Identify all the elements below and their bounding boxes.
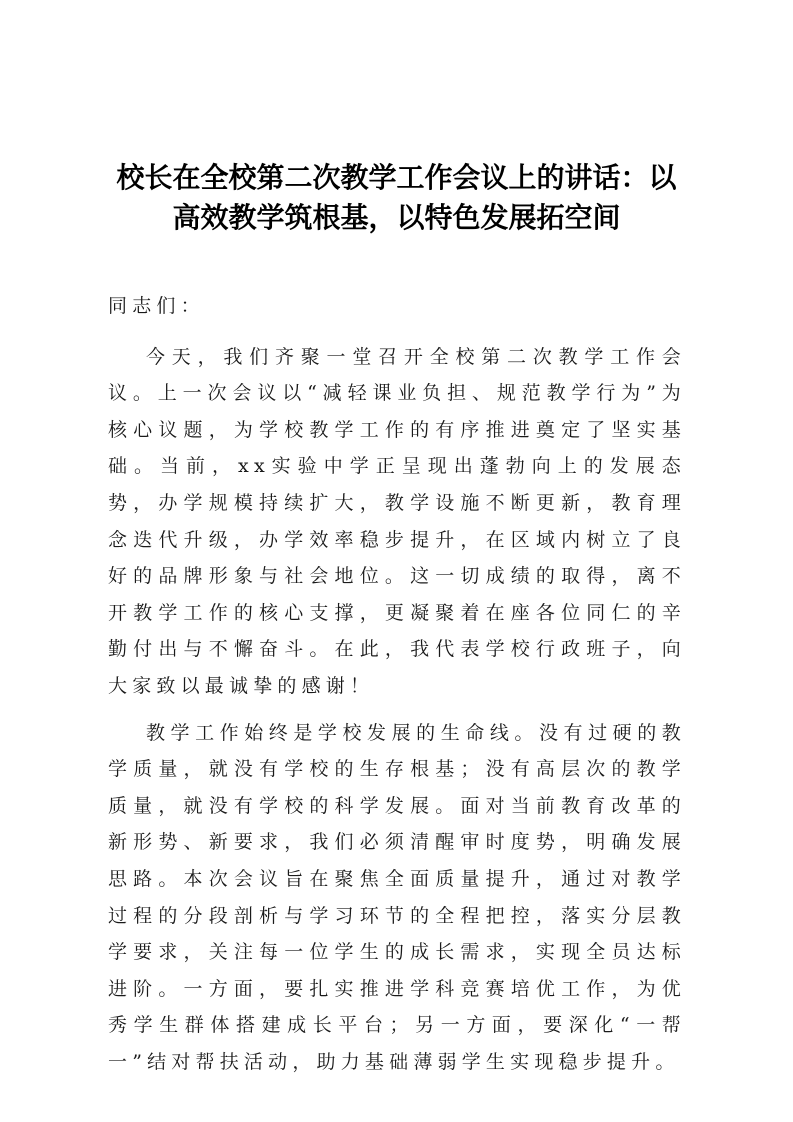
paragraph-1: 今天，我们齐聚一堂召开全校第二次教学工作会议。上一次会议以“减轻课业负担、规范教学行为”为核心议题，为学校教学工作的有序推进奠定了坚实基础。当前，xx实验中学正呈现出蓬勃向上的发展态势，办学规模持续扩大，教学设施不断更新，教育理念迭代升级，办学效率稳步提升，在区域内树立了良好的品牌形象与社会地位。这一切成绩的取得，离不开教学工作的核心支撑，更凝聚着在座各位同仁的辛勤付出与不懈奋斗。在此，我代表学校行政班子，向大家致以最诚挚的感谢！	[108, 345, 686, 697]
title-line-1: 校长在全校第二次教学工作会议上的讲话：以	[116, 161, 677, 194]
salutation: 同志们：	[108, 295, 205, 317]
paragraph-2: 教学工作始终是学校发展的生命线。没有过硬的教学质量，就没有学校的生存根基；没有高层次的教学质量，就没有学校的科学发展。面对当前教育改革的新形势、新要求，我们必须清醒审时度势，明确发展思路。本次会议旨在聚焦全面质量提升，通过对教学过程的分段剖析与学习环节的全程把控，落实分层教学要求，关注每一位学生的成长需求，实现全员达标进阶。一方面，要扎实推进学科竞赛培优工作，为优秀学生群体搭建成长平台；另一方面，要深化“一帮一”结对帮扶活动，助力基础薄弱学生实现稳步提升。	[108, 721, 686, 1073]
document-body	[108, 288, 686, 1090]
document-title	[100, 158, 693, 238]
title-line-2: 高效教学筑根基，以特色发展拓空间	[172, 201, 621, 234]
